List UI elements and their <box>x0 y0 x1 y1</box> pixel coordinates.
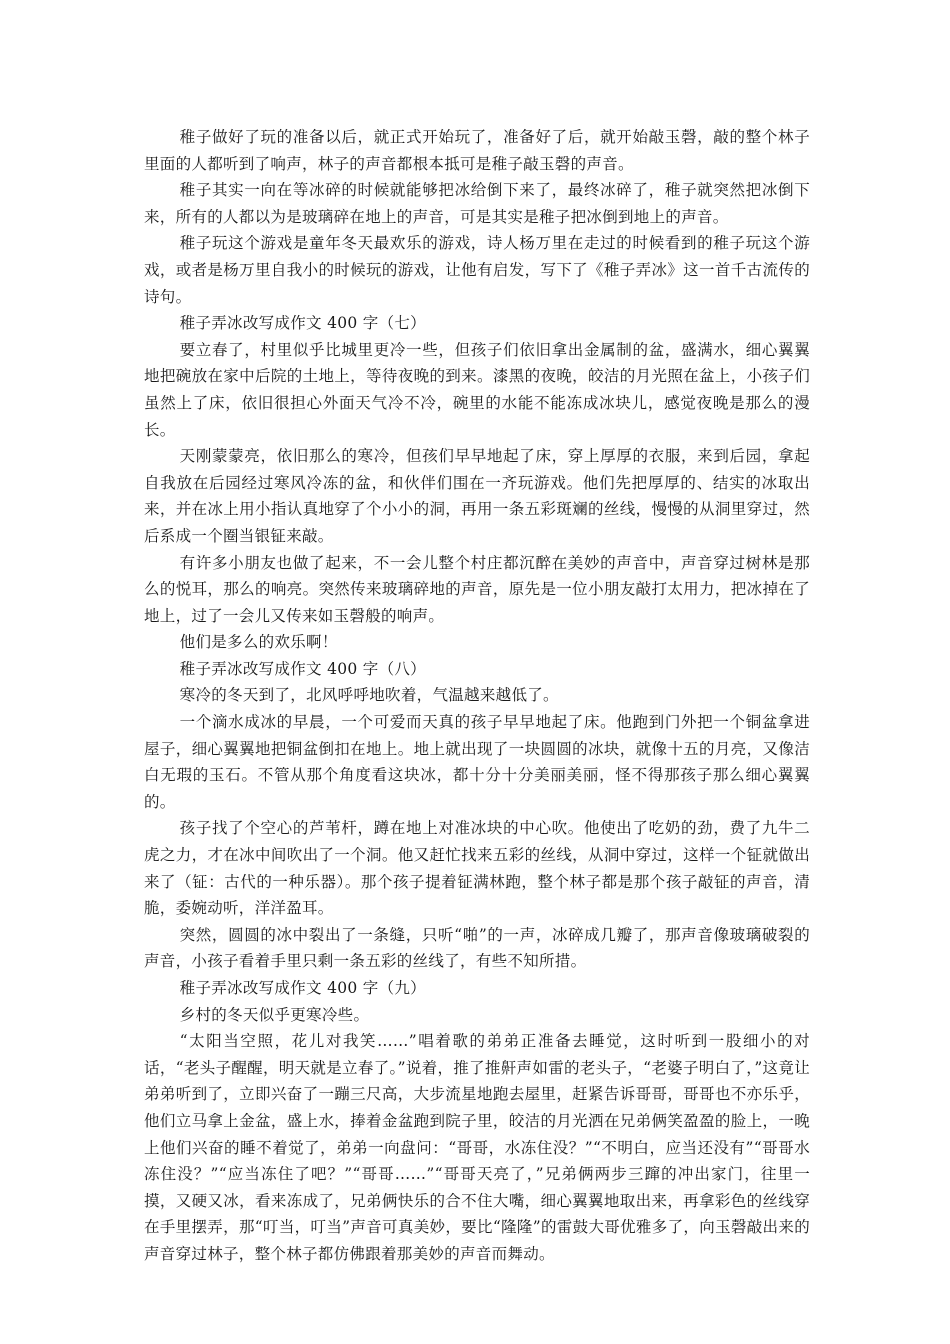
paragraph: 稚子其实一向在等冰碎的时候就能够把冰给倒下来了，最终冰碎了，稚子就突然把冰倒下来，所有的人都以为是玻璃碎在地上的声音，可是其实是稚子把冰倒到地上的声音。 <box>144 181 810 226</box>
paragraph: “太阳当空照，花儿对我笑……”唱着歌的弟弟正准备去睡觉，这时听到一股细小的对话，“老头子醒醒，明天就是立春了。”说着，推了推鼾声如雷的老头子，“老婆子明白了，”这竟让弟弟听到了，立即兴奋了一蹦三尺高，大步流星地跑去屋里，赶紧告诉哥哥，哥哥也不亦乐乎，他们立马拿上金盆，盛上水，捧着金盆跑到院子里，皎洁的月光洒在兄弟俩笑盈盈的脸上，一晚上他们兴奋的睡不着觉了，弟弟一向盘问：“哥哥，水冻住没？”“不明白，应当还没有”“哥哥水冻住没？”“应当冻住了吧？”“哥哥……”“哥哥天亮了，”兄弟俩两步三蹿的冲出家门，往里一摸，又硬又冰，看来冻成了，兄弟俩快乐的合不住大嘴，细心翼翼地取出来，再拿彩色的丝线穿在手里摆弄，那“叮当，叮当”声音可真美妙，要比“隆隆”的雷鼓大哥优雅多了，向玉磬敲出来的声音穿过林子，整个林子都仿佛跟着那美妙的声音而舞动。 <box>144 1032 810 1263</box>
paragraph: 天刚蒙蒙亮，依旧那么的寒冷，但孩们早早地起了床，穿上厚厚的衣服，来到后园，拿起自我放在后园经过寒风冷冻的盆，和伙伴们围在一齐玩游戏。他们先把厚厚的、结实的冰取出来，并在冰上用小指认真地穿了个小小的洞，再用一条五彩斑斓的丝线，慢慢的从洞里穿过，然后系成一个圈当银钲来敲。 <box>144 447 810 545</box>
paragraph: 有许多小朋友也做了起来，不一会儿整个村庄都沉醉在美妙的声音中，声音穿过树林是那么的悦耳，那么的响亮。突然传来玻璃碎地的声音，原先是一位小朋友敲打太用力，把冰掉在了地上，过了一会儿又传来如玉磬般的响声。 <box>144 553 810 625</box>
article-body <box>144 124 810 1268</box>
paragraph: 乡村的冬天似乎更寒冷些。 <box>179 1005 370 1024</box>
paragraph: 突然，圆圆的冰中裂出了一条缝，只听“啪”的一声，冰碎成几瓣了，那声音像玻璃破裂的声音，小孩子看着手里只剩一条五彩的丝线了，有些不知所措。 <box>144 925 810 971</box>
paragraph: 要立春了，村里似乎比城里更冷一些，但孩子们依旧拿出金属制的盆，盛满水，细心翼翼地把碗放在家中后院的土地上，等待夜晚的到来。漆黑的夜晚，皎洁的月光照在盆上，小孩子们虽然上了床，依旧很担心外面天气冷不冷，碗里的水能不能冻成冰块儿，感觉夜晚是那么的漫长。 <box>144 340 810 439</box>
paragraph: 稚子玩这个游戏是童年冬天最欢乐的游戏，诗人杨万里在走过的时候看到的稚子玩这个游戏，或者是杨万里自我小的时候玩的游戏，让他有启发，写下了《稚子弄冰》这一首千古流传的诗句。 <box>144 234 810 306</box>
paragraph: 一个滴水成冰的早晨，一个可爱而天真的孩子早早地起了床。他跑到门外把一个铜盆拿进屋子，细心翼翼地把铜盆倒扣在地上。地上就出现了一块圆圆的冰块，就像十五的月亮，又像洁白无瑕的玉石。不管从那个角度看这块冰，都十分十分美丽美丽，怪不得那孩子那么细心翼翼的。 <box>144 713 810 811</box>
paragraph: 寒冷的冬天到了，北风呼呼地吹着，气温越来越低了。 <box>179 686 559 705</box>
paragraph: 稚子做好了玩的准备以后，就正式开始玩了，准备好了后，就开始敲玉磬，敲的整个林子里面的人都听到了响声，林子的声音都根本抵可是稚子敲玉磬的声音。 <box>144 128 810 173</box>
paragraph: 孩子找了个空心的芦苇杆，蹲在地上对准冰块的中心吹。他使出了吃奶的劲，费了九牛二虎之力，才在冰中间吹出了一个洞。他又赶忙找来五彩的丝线，从洞中穿过，这样一个钲就做出来了（钲：古代的一种乐器）。那个孩子提着钲满林跑，整个林子都是那个孩子敲钲的声音，清脆，委婉动听，洋洋盈耳。 <box>144 819 810 918</box>
section-heading: 稚子弄冰改写成作文 400 字（八） <box>179 659 426 678</box>
section-heading: 稚子弄冰改写成作文 400 字（七） <box>179 314 426 333</box>
section-heading: 稚子弄冰改写成作文 400 字（九） <box>179 979 426 997</box>
paragraph: 他们是多么的欢乐啊！ <box>179 633 338 652</box>
